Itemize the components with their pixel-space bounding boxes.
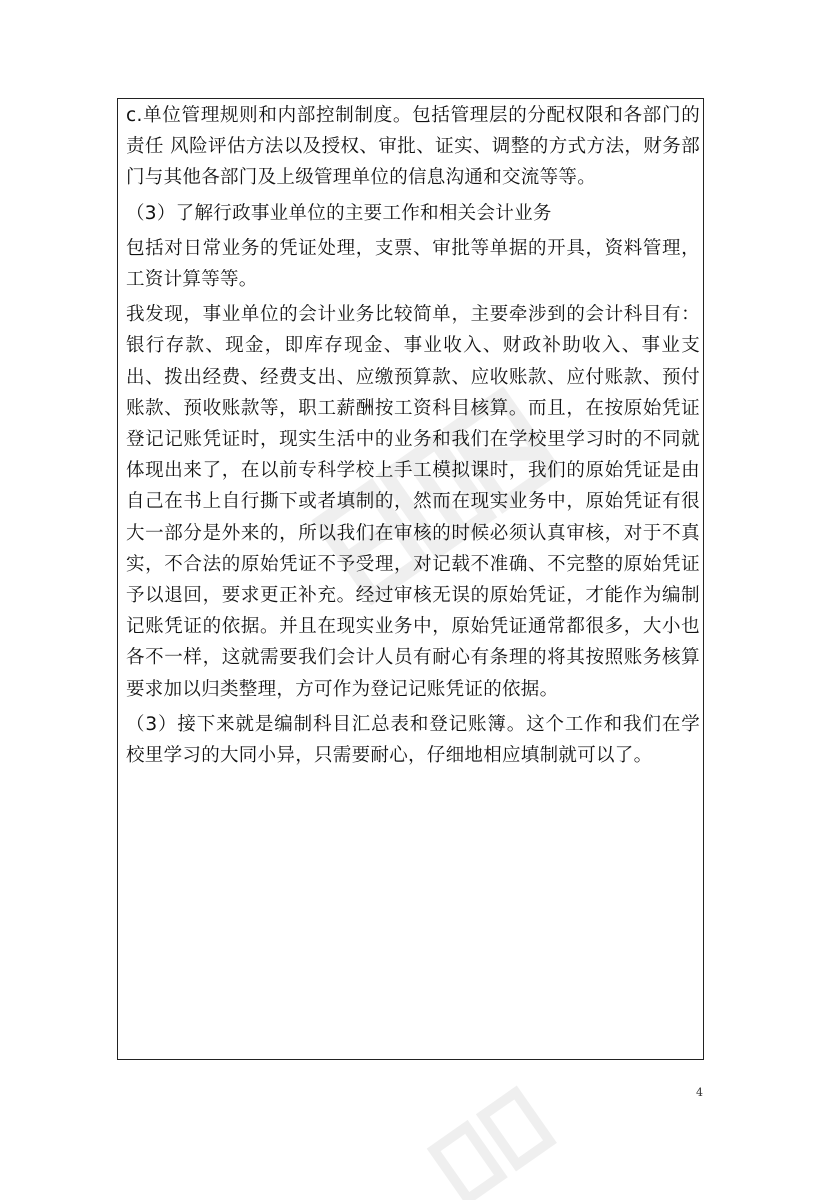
watermark-logo-bottom [420, 1080, 580, 1200]
page-number: 4 [696, 1086, 703, 1099]
paragraph-heading-business: （3）了解行政事业单位的主要工作和相关会计业务 [126, 202, 552, 224]
document-body [126, 100, 700, 771]
paragraph-daily-business: 包括对日常业务的凭证处理，支票、审批等单据的开具，资料管理，工资计算等等。 [126, 237, 700, 291]
paragraph-findings: 我发现，事业单位的会计业务比较简单，主要牵涉到的会计科目有：银行存款、现金，即库存现金、事业收入、财政补助收入、事业支出、拨出经费、经费支出、应缴预算款、应收账款、应付账款、预付账款、预收账款等，职工薪酬按工资科目核算。而且，在按原始凭证登记记账凭证时，现实生活中的业务和我们在学校里学习时的不同就体现出来了，在以前专科学校上手工模拟课时，我们的原始凭证是由自己在书上自行撕下或者填制的，然而在现实业务中，原始凭证有很大一部分是外来的，所以我们在审核的时候必须认真审核，对于不真实，不合法的原始凭证不予受理，对记载不准确、不完整的原始凭证予以退回，要求更正补充。经过审核无误的原始凭证，才能作为编制记账凭证的依据。并且在现实业务中，原始凭证通常都很多，大小也各不一样，这就需要我们会计人员有耐心有条理的将其按照账务核算要求加以归类整理，方可作为登记记账凭证的依据。 [126, 304, 700, 700]
paragraph-control-rules: c.单位管理规则和内部控制制度。包括管理层的分配权限和各部门的责任 风险评估方法以及授权、审批、证实、调整的方式方法，财务部门与其他各部门及上级管理单位的信息沟通和交流等等。 [126, 105, 700, 189]
paragraph-summary-ledger: （3）接下来就是编制科目汇总表和登记账簿。这个工作和我们在学校里学习的大同小异，只需要耐心，仔细地相应填制就可以了。 [126, 713, 700, 767]
